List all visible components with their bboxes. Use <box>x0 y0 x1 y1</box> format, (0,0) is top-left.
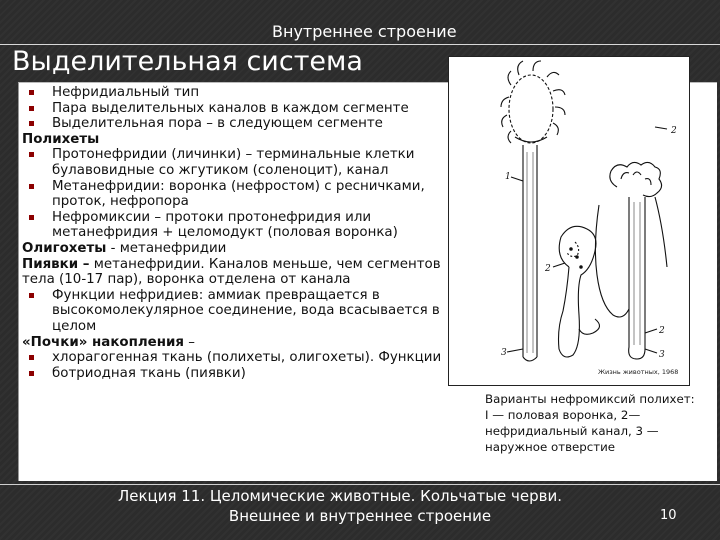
section-title: Внутреннее строение <box>272 22 457 41</box>
leeches-heading: Пиявки – <box>22 256 90 272</box>
square-bullet-icon <box>29 215 34 220</box>
polychaetes-heading: Полихеты <box>22 131 100 147</box>
bullet-item <box>22 210 452 241</box>
figure-credit: Жизнь животных, 1968 <box>598 368 679 376</box>
oligochaetes-heading: Олигохеты <box>22 240 107 256</box>
text-column <box>22 85 452 381</box>
bullet-item <box>22 85 452 101</box>
figure-label: 2 <box>659 326 665 336</box>
page-number: 10 <box>660 508 677 523</box>
slide-title: Выделительная система <box>12 46 363 77</box>
oligochaetes-text: - метанефридии <box>106 240 227 256</box>
bullet-text: хлорагогенная ткань (полихеты, олигохеты). Функции <box>52 350 442 366</box>
storage-kidneys-line <box>22 335 452 351</box>
figure-caption: Варианты нефромиксий полихет: I — половая воронка, 2—нефридиальный канал, 3 — наружное отверстие <box>485 392 695 454</box>
figure-label: 3 <box>501 348 507 358</box>
bullet-text: Протонефридии (личинки) – терминальные клетки булавовидные со жгутиком (соленоцит), канал <box>52 147 415 178</box>
left-nephromixium-drawing <box>501 61 565 361</box>
square-bullet-icon <box>29 371 34 376</box>
bullet-text: Выделительная пора – в следующем сегменте <box>52 116 383 132</box>
bullet-item <box>22 366 452 382</box>
bullet-item <box>22 350 452 366</box>
bullet-item <box>22 288 452 335</box>
bullet-text: ботриодная ткань (пиявки) <box>52 365 246 381</box>
bullet-item <box>22 179 452 210</box>
bullet-text: Нефромиксии – протоки протонефридия или метанефридия + целомодукт (половая воронка) <box>52 209 398 241</box>
footer <box>0 486 720 526</box>
figure-label: 1 <box>505 172 511 182</box>
footer-line-2: Внешнее и внутреннее строение <box>228 507 492 525</box>
square-bullet-icon <box>29 152 34 157</box>
footer-divider <box>0 484 720 485</box>
square-bullet-icon <box>29 121 34 126</box>
bullet-item <box>22 147 452 178</box>
figure-label: 2 <box>545 264 551 274</box>
bullet-item <box>22 101 452 117</box>
square-bullet-icon <box>29 90 34 95</box>
leeches-line <box>22 257 452 288</box>
bullet-text: Функции нефридиев: аммиак превращается в высокомолекулярное соединение, вода всасывается в целом <box>52 287 440 334</box>
square-bullet-icon <box>29 106 34 111</box>
bullet-item <box>22 116 452 132</box>
leeches-text: метанефридии. Каналов меньше, чем сегментов тела (10-17 пар), воронка отделена от канала <box>22 256 441 288</box>
bullet-text: Пара выделительных каналов в каждом сегменте <box>52 100 409 116</box>
right-nephromixium-drawing <box>595 127 667 359</box>
square-bullet-icon <box>29 293 34 298</box>
middle-nephromixium-drawing <box>553 226 600 357</box>
square-bullet-icon <box>29 355 34 360</box>
square-bullet-icon <box>29 184 34 189</box>
storage-kidneys-dash: – <box>183 334 195 350</box>
figure-label: 3 <box>659 350 665 360</box>
nephromixia-figure <box>448 56 690 386</box>
oligochaetes-line <box>22 241 452 257</box>
footer-line-1: Лекция 11. Целомические животные. Кольчатые черви. <box>117 487 563 505</box>
figure-label: 2 <box>671 126 677 136</box>
nephromixia-illustration <box>449 57 689 385</box>
bullet-text: Нефридиальный тип <box>52 85 200 100</box>
bullet-text: Метанефридии: воронка (нефростом) с ресничками, проток, нефропора <box>52 178 425 210</box>
storage-kidneys-heading: «Почки» накопления <box>22 334 184 350</box>
